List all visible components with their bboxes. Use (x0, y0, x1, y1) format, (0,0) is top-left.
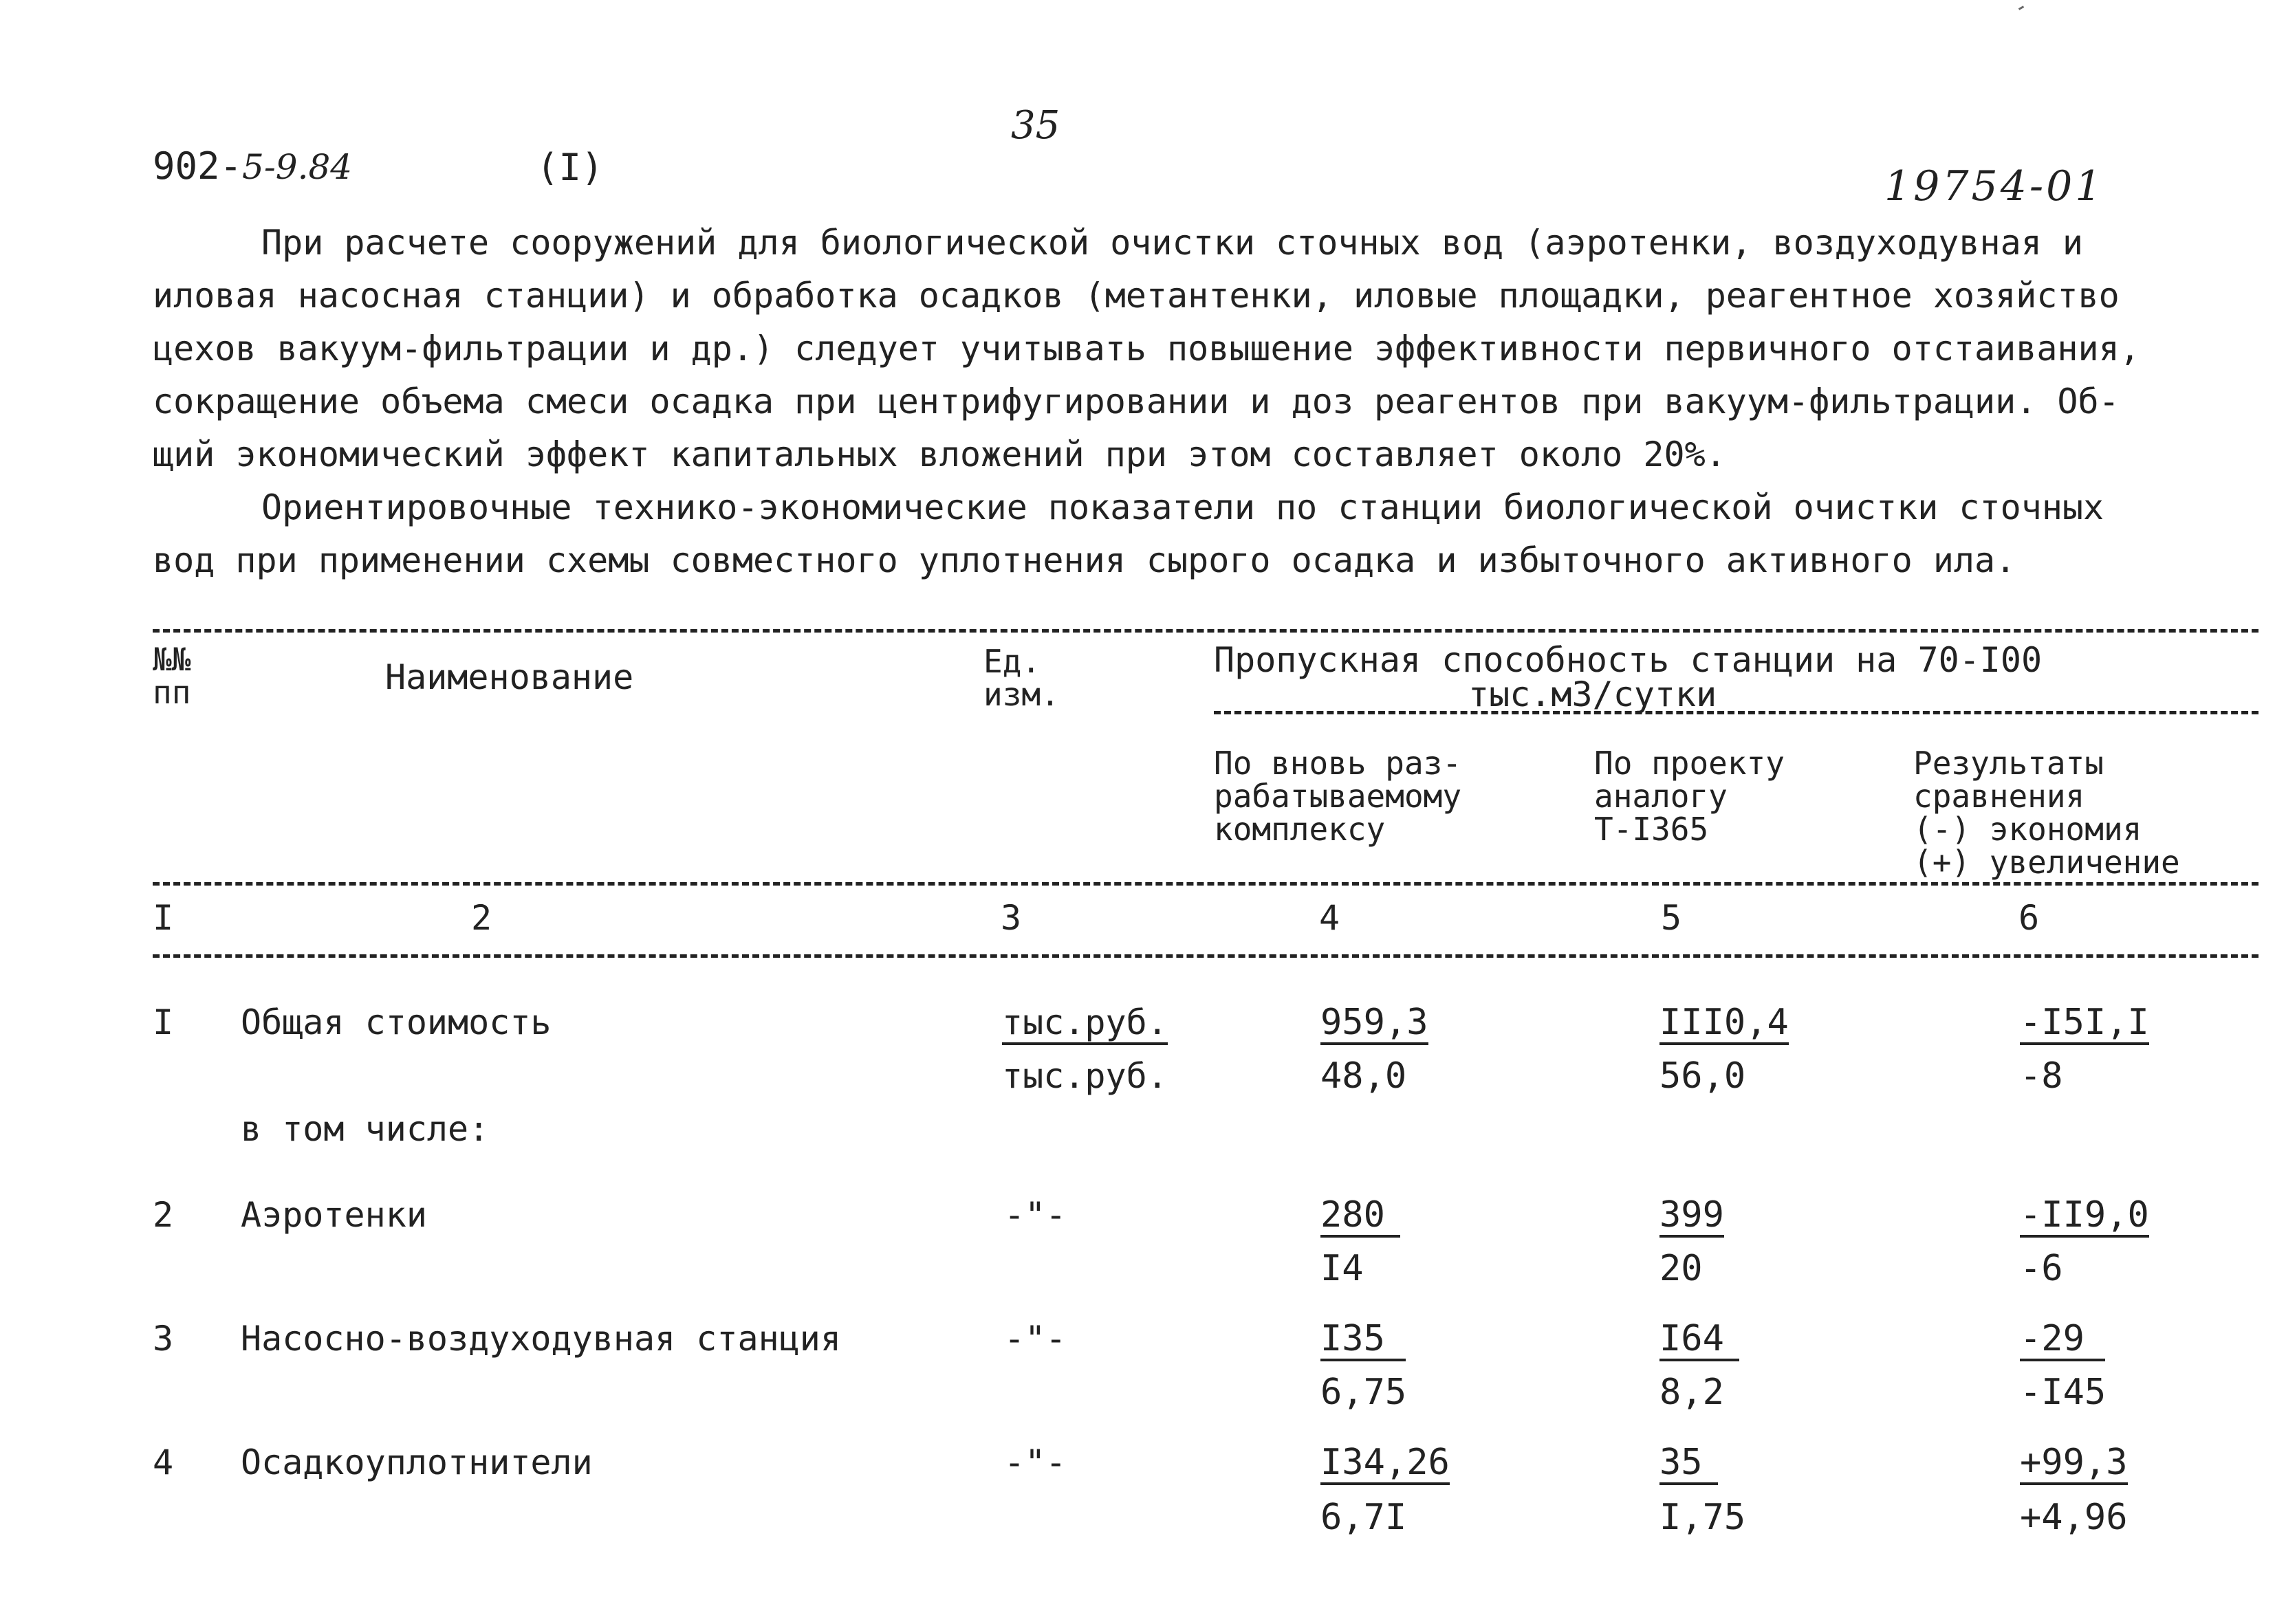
page-number: 35 (1011, 103, 1060, 148)
row-3-col5-top: I64 (1659, 1321, 1739, 1361)
row-2-name: Аэротенки (241, 1195, 427, 1235)
paragraph-calculation-note (153, 217, 2216, 481)
row-4-unit: -"- (1004, 1442, 1067, 1482)
column-number: 6 (2018, 898, 2040, 938)
paragraph-indicators-intro (153, 481, 2216, 587)
table-top-rule (153, 629, 2258, 633)
paragraph-line: Ориентировочные технико-экономические показатели по станции биологической очистки сточных (261, 487, 2104, 527)
row-3-unit: -"- (1004, 1319, 1067, 1359)
header-num: №№ пп (153, 641, 191, 711)
column-number: 5 (1661, 898, 1682, 938)
paragraph-line: вод при применении схемы совместного уплотнения сырого осадка и избыточного активного ила. (153, 540, 2016, 580)
row-2-unit: -"- (1004, 1195, 1067, 1235)
header-col5: По проекту аналогу Т-I365 (1594, 745, 1785, 848)
row-1-col4-bottom: 48,0 (1320, 1055, 1407, 1097)
row-2-col6-top: -II9,0 (2020, 1198, 2149, 1238)
row-1-col6-top: -I5I,I (2020, 1005, 2149, 1045)
paragraph-line: сокращение объема смеси осадка при центрифугировании и доз реагентов при вакуум-фильтрации. Об- (153, 382, 2120, 421)
column-number: 2 (471, 898, 492, 938)
header-name: Наименование (385, 657, 634, 697)
row-4-num: 4 (153, 1442, 174, 1482)
column-number: I (153, 898, 174, 938)
row-1-col5-bottom: 56,0 (1659, 1055, 1746, 1097)
header-col6: Результаты сравнения (-) экономия (+) увеличение (1913, 745, 2180, 881)
row-3-col4-top: I35 (1320, 1321, 1406, 1361)
row-1-col6-bottom: -8 (2020, 1055, 2063, 1097)
header-unit: Ед. изм. (983, 643, 1060, 713)
subheading-including: в том числе: (241, 1109, 490, 1149)
document-number (153, 144, 352, 188)
column-number: 3 (1001, 898, 1022, 938)
scan-mark (2018, 6, 2024, 10)
row-1-num: I (153, 1002, 174, 1042)
column-number: 4 (1319, 898, 1340, 938)
row-1-unit-bottom: тыс.руб. (1002, 1056, 1168, 1096)
paragraph-line: щий экономический эффект капитальных вложений при этом составляет около 20%. (153, 435, 1726, 474)
register-number: 19754-01 (1884, 162, 2104, 210)
row-4-name: Осадкоуплотнители (241, 1442, 593, 1482)
row-2-col5-bottom: 20 (1659, 1248, 1703, 1289)
row-4-col6-top: +99,3 (2020, 1445, 2128, 1485)
row-4-col4-top: I34,26 (1320, 1445, 1450, 1485)
row-3-num: 3 (153, 1319, 174, 1359)
paragraph-line: иловая насосная станции) и обработка осадков (метантенки, иловые площадки, реагентное хозяйство (153, 276, 2120, 316)
row-2-col5-top: 399 (1659, 1198, 1724, 1238)
row-1-col4-top: 959,3 (1320, 1005, 1428, 1045)
row-3-col6-bottom: -I45 (2020, 1372, 2107, 1413)
row-2-num: 2 (153, 1195, 174, 1235)
row-3-col5-bottom: 8,2 (1659, 1372, 1724, 1413)
row-3-col4-bottom: 6,75 (1320, 1372, 1407, 1413)
row-2-col4-top: 280 (1320, 1198, 1400, 1238)
row-1-col5-top: III0,4 (1659, 1005, 1789, 1045)
document-number-handwritten: 5-9.84 (242, 147, 353, 187)
part-label: (I) (536, 146, 604, 189)
row-1-unit-top: тыс.руб. (1002, 1005, 1168, 1045)
header-capacity: Пропускная способность станции на 70-I00 тыс.м3/сутки (1214, 640, 2043, 714)
row-4-col5-bottom: I,75 (1659, 1497, 1746, 1538)
header-col4: По вновь раз- рабатываемому комплексу (1214, 745, 1462, 848)
row-2-col6-bottom: -6 (2020, 1248, 2063, 1289)
column-numbers-rule (153, 954, 2258, 958)
row-4-col5-top: 35 (1659, 1445, 1718, 1485)
row-1-name: Общая стоимость (241, 1002, 552, 1042)
document-number-prefix: 902- (153, 144, 243, 188)
paragraph-line: При расчете сооружений для биологической очистки сточных вод (аэротенки, воздуходувная и (261, 223, 2084, 263)
table-header-rule (153, 882, 2258, 886)
row-2-col4-bottom: I4 (1320, 1248, 1364, 1289)
row-3-name: Насосно-воздуходувная станция (241, 1319, 841, 1359)
row-3-col6-top: -29 (2020, 1321, 2105, 1361)
row-4-col4-bottom: 6,7I (1320, 1497, 1407, 1538)
row-4-col6-bottom: +4,96 (2020, 1497, 2128, 1538)
paragraph-line: цехов вакуум-фильтрации и др.) следует учитывать повышение эффективности первичного отстаивания, (153, 329, 2140, 369)
